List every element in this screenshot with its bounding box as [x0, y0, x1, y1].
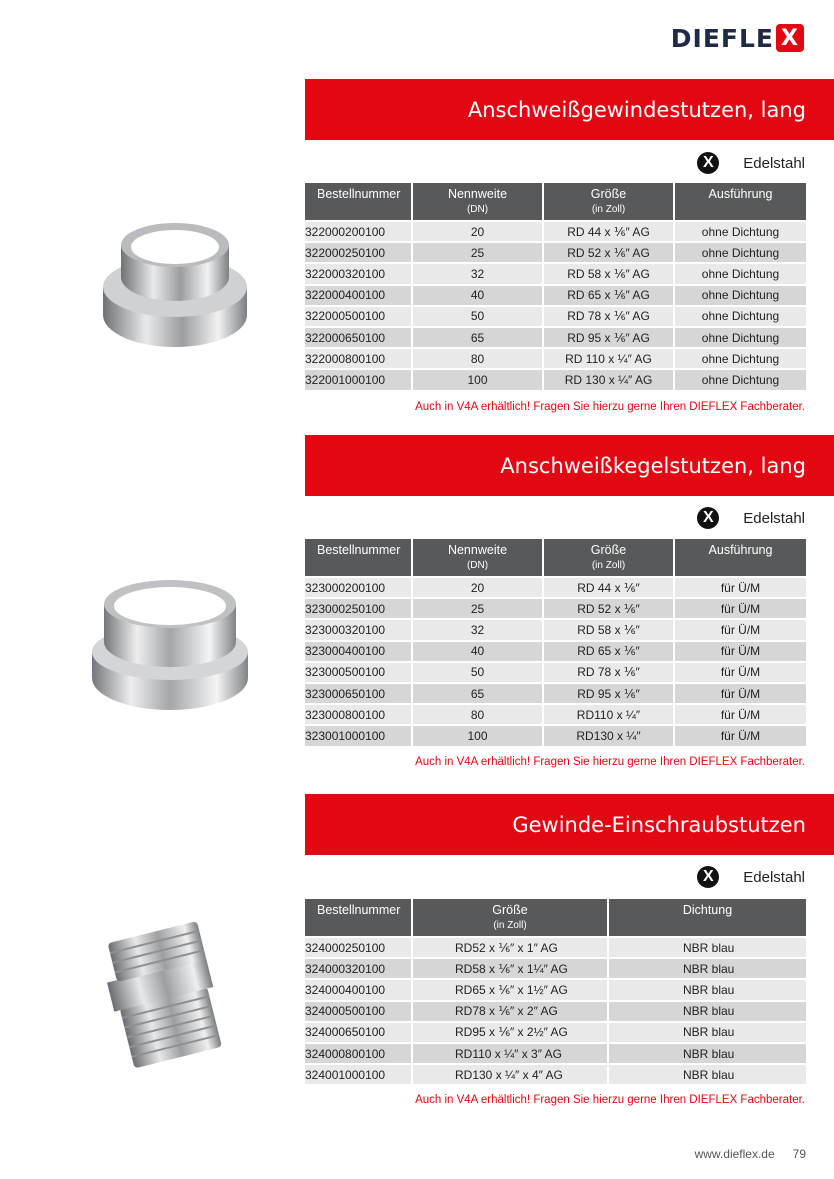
col-header-label: Ausführung	[708, 187, 773, 201]
table-cell: für Ü/M	[675, 703, 806, 724]
table-row	[305, 597, 806, 618]
table-cell: für Ü/M	[675, 724, 806, 745]
table-cell: 50	[413, 661, 544, 682]
table-cell: 323000800100	[305, 703, 413, 724]
table-cell: 324000500100	[305, 1000, 413, 1021]
table-cell: 324000650100	[305, 1021, 413, 1042]
col-header-nominal-width	[413, 183, 544, 220]
table-row	[305, 1021, 806, 1042]
table-cell: NBR blau	[609, 978, 806, 999]
v4a-note-1: Auch in V4A erhältlich! Fragen Sie hierzu gerne Ihren DIEFLEX Fachberater.	[415, 401, 805, 413]
dieflex-logo	[671, 24, 804, 52]
table-cell: 25	[413, 597, 544, 618]
table-row	[305, 1042, 806, 1063]
table-row	[305, 1000, 806, 1021]
col-header-unit: (in Zoll)	[591, 560, 626, 571]
table-cell: NBR blau	[609, 957, 806, 978]
website-link[interactable]: www.dieflex.de	[694, 1147, 775, 1161]
table-cell: für Ü/M	[675, 618, 806, 639]
col-header-order-number	[305, 183, 413, 220]
table-cell: ohne Dichtung	[675, 305, 806, 326]
table-cell: 322000200100	[305, 220, 413, 241]
col-header-label: Bestellnummer	[317, 903, 401, 917]
col-header-label: Bestellnummer	[317, 543, 401, 557]
table-row	[305, 703, 806, 724]
table-cell: 80	[413, 703, 544, 724]
table-cell: NBR blau	[609, 936, 806, 957]
weld-thread-socket-photo	[95, 215, 255, 355]
table-cell: RD 110 x ¼″ AG	[544, 347, 675, 368]
col-header-label: Größe	[590, 543, 627, 557]
table-row	[305, 220, 806, 241]
col-header-nominal-width	[413, 539, 544, 576]
table-cell: 322000800100	[305, 347, 413, 368]
table-cell: 322000250100	[305, 241, 413, 262]
table-row	[305, 640, 806, 661]
material-label: Edelstahl	[743, 868, 805, 886]
table-cell: RD 58 x ⅙″ AG	[544, 262, 675, 283]
table-cell: 100	[413, 724, 544, 745]
weld-cone-socket-photo	[85, 570, 255, 720]
table-cell: für Ü/M	[675, 576, 806, 597]
table-cell: ohne Dichtung	[675, 326, 806, 347]
table-row	[305, 618, 806, 639]
material-indicator-3	[697, 865, 805, 889]
table-cell: 323000200100	[305, 576, 413, 597]
table-cell: 65	[413, 326, 544, 347]
table-row	[305, 347, 806, 368]
product-table-3	[305, 899, 806, 1084]
table-cell: RD65 x ⅙″ x 1½″ AG	[413, 978, 609, 999]
col-header-seal	[609, 899, 806, 936]
table-row	[305, 368, 806, 389]
stainless-steel-icon: X	[697, 866, 719, 888]
table-cell: 322000650100	[305, 326, 413, 347]
table-cell: 40	[413, 284, 544, 305]
v4a-note-3: Auch in V4A erhältlich! Fragen Sie hierzu gerne Ihren DIEFLEX Fachberater.	[415, 1094, 805, 1106]
logo-text: DIEFLE	[670, 23, 774, 53]
table-cell: 32	[413, 618, 544, 639]
table-cell: für Ü/M	[675, 682, 806, 703]
page-number: 79	[792, 1147, 806, 1161]
table-cell: RD 65 x ⅙″ AG	[544, 284, 675, 305]
stainless-steel-icon: X	[697, 507, 719, 529]
table-cell: RD95 x ⅙″ x 2½″ AG	[413, 1021, 609, 1042]
table-cell: 324001000100	[305, 1063, 413, 1084]
product-table-2	[305, 539, 806, 746]
material-indicator-1	[697, 151, 805, 175]
table-row	[305, 957, 806, 978]
col-header-order-number	[305, 539, 413, 576]
table-cell: RD 52 x ⅙″ AG	[544, 241, 675, 262]
v4a-note-2: Auch in V4A erhältlich! Fragen Sie hierzu gerne Ihren DIEFLEX Fachberater.	[415, 756, 805, 768]
table-cell: ohne Dichtung	[675, 241, 806, 262]
table-cell: ohne Dichtung	[675, 220, 806, 241]
table-header-row	[305, 899, 806, 936]
table-cell: 25	[413, 241, 544, 262]
table-cell: 322000400100	[305, 284, 413, 305]
table-row	[305, 576, 806, 597]
table-cell: RD130 x ¼″ x 4″ AG	[413, 1063, 609, 1084]
table-cell: NBR blau	[609, 1021, 806, 1042]
table-cell: 100	[413, 368, 544, 389]
table-cell: RD 52 x ⅙″	[544, 597, 675, 618]
table-cell: RD 78 x ⅙″ AG	[544, 305, 675, 326]
table-cell: ohne Dichtung	[675, 284, 806, 305]
table-cell: NBR blau	[609, 1000, 806, 1021]
table-cell: RD130 x ¼″	[544, 724, 675, 745]
table-cell: 323000320100	[305, 618, 413, 639]
table-cell: 20	[413, 576, 544, 597]
table-cell: 40	[413, 640, 544, 661]
table-cell: 322000500100	[305, 305, 413, 326]
table-cell: RD110 x ¼″	[544, 703, 675, 724]
table-row	[305, 262, 806, 283]
table-cell: RD 78 x ⅙″	[544, 661, 675, 682]
col-header-unit: (DN)	[466, 204, 489, 215]
table-cell: NBR blau	[609, 1063, 806, 1084]
col-header-label: Ausführung	[708, 543, 773, 557]
table-cell: ohne Dichtung	[675, 347, 806, 368]
table-cell: für Ü/M	[675, 640, 806, 661]
table-cell: RD 130 x ¼″ AG	[544, 368, 675, 389]
col-header-version	[675, 183, 806, 220]
section-title: Anschweißkegelstutzen, lang	[500, 453, 806, 478]
table-cell: für Ü/M	[675, 597, 806, 618]
table-cell: 324000250100	[305, 936, 413, 957]
table-cell: RD58 x ⅙″ x 1¼″ AG	[413, 957, 609, 978]
col-header-order-number	[305, 899, 413, 936]
table-row	[305, 724, 806, 745]
col-header-label: Nennweite	[447, 187, 508, 201]
table-cell: RD 58 x ⅙″	[544, 618, 675, 639]
table-row	[305, 241, 806, 262]
col-header-unit: (in Zoll)	[493, 920, 527, 931]
col-header-label: Größe	[590, 187, 627, 201]
col-header-size	[544, 183, 675, 220]
material-label: Edelstahl	[743, 509, 805, 527]
table-row	[305, 284, 806, 305]
table-cell: 323000650100	[305, 682, 413, 703]
table-cell: RD 44 x ⅙″ AG	[544, 220, 675, 241]
table-cell: 80	[413, 347, 544, 368]
table-cell: RD 95 x ⅙″	[544, 682, 675, 703]
table-cell: 324000400100	[305, 978, 413, 999]
table-cell: RD110 x ¼″ x 3″ AG	[413, 1042, 609, 1063]
table-cell: RD 95 x ⅙″ AG	[544, 326, 675, 347]
section-title-banner-2	[305, 435, 834, 496]
table-cell: 323000500100	[305, 661, 413, 682]
table-cell: 324000320100	[305, 957, 413, 978]
table-cell: RD78 x ⅙″ x 2″ AG	[413, 1000, 609, 1021]
table-cell: 65	[413, 682, 544, 703]
col-header-label: Nennweite	[447, 543, 508, 557]
table-cell: 324000800100	[305, 1042, 413, 1063]
table-row	[305, 936, 806, 957]
table-row	[305, 682, 806, 703]
table-header-row	[305, 183, 806, 220]
col-header-label: Größe	[492, 903, 528, 917]
table-cell: RD52 x ⅙″ x 1″ AG	[413, 936, 609, 957]
col-header-unit: (DN)	[466, 560, 489, 571]
material-indicator-2	[697, 506, 805, 530]
table-cell: RD 65 x ⅙″	[544, 640, 675, 661]
col-header-label: Bestellnummer	[317, 187, 401, 201]
table-cell: 323000400100	[305, 640, 413, 661]
threaded-screw-in-socket-photo	[98, 915, 248, 1075]
table-row	[305, 978, 806, 999]
section-title-banner-1	[305, 79, 834, 140]
table-cell: 322001000100	[305, 368, 413, 389]
col-header-unit: (in Zoll)	[591, 204, 626, 215]
section-title: Anschweißgewindestutzen, lang	[467, 97, 806, 122]
table-cell: für Ü/M	[675, 661, 806, 682]
stainless-steel-icon: X	[697, 152, 719, 174]
table-cell: RD 44 x ⅙″	[544, 576, 675, 597]
col-header-size	[544, 539, 675, 576]
table-cell: 32	[413, 262, 544, 283]
product-table-1	[305, 183, 806, 390]
table-cell: 323000250100	[305, 597, 413, 618]
table-row	[305, 661, 806, 682]
col-header-size	[413, 899, 609, 936]
table-cell: 20	[413, 220, 544, 241]
logo-x-mark: X	[776, 24, 804, 52]
material-label: Edelstahl	[743, 154, 805, 172]
page-footer	[695, 1147, 806, 1161]
table-cell: 322000320100	[305, 262, 413, 283]
table-header-row	[305, 539, 806, 576]
section-title-banner-3	[305, 794, 834, 855]
table-cell: 50	[413, 305, 544, 326]
section-title: Gewinde-Einschraubstutzen	[512, 812, 806, 837]
table-row	[305, 326, 806, 347]
col-header-version	[675, 539, 806, 576]
table-cell: ohne Dichtung	[675, 262, 806, 283]
table-cell: 323001000100	[305, 724, 413, 745]
table-cell: ohne Dichtung	[675, 368, 806, 389]
col-header-label: Dichtung	[682, 903, 733, 917]
table-row	[305, 1063, 806, 1084]
table-cell: NBR blau	[609, 1042, 806, 1063]
table-row	[305, 305, 806, 326]
